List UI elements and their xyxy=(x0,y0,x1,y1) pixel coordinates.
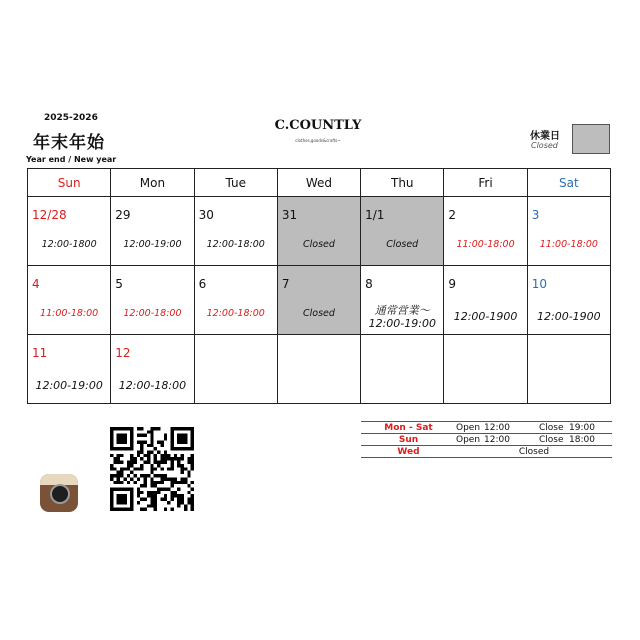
calendar-day xyxy=(28,335,111,404)
year-range: 2025-2026 xyxy=(44,113,98,123)
calendar-day xyxy=(361,335,444,404)
hours-text: 12:00-18:00 xyxy=(206,308,265,319)
closed-legend-swatch xyxy=(572,124,610,154)
weekday-sat: Sat xyxy=(527,169,610,197)
calendar-week xyxy=(28,266,611,335)
calendar-day xyxy=(444,197,527,266)
close-label: Close xyxy=(539,422,569,434)
calendar-day xyxy=(527,335,610,404)
calendar-day xyxy=(277,266,360,335)
brand-logo: C.COUNTLY xyxy=(274,118,362,133)
day-number: 7 xyxy=(281,277,290,291)
opening-hours xyxy=(528,239,610,250)
calendar-day xyxy=(28,197,111,266)
business-hours-table xyxy=(361,421,612,458)
hours-text: 12:00-18:00 xyxy=(118,379,187,392)
opening-hours xyxy=(195,308,277,319)
day-number: 9 xyxy=(448,277,457,291)
weekday-mon: Mon xyxy=(111,169,194,197)
weekday-tue: Tue xyxy=(194,169,277,197)
calendar-week xyxy=(28,197,611,266)
day-number: 31 xyxy=(281,208,298,222)
day-number: 8 xyxy=(365,277,373,291)
day-number: 5 xyxy=(115,277,123,291)
qr-code[interactable] xyxy=(110,427,194,511)
day-number: 11 xyxy=(32,346,48,360)
day-number: 12 xyxy=(115,346,131,360)
page-title: 年末年始 xyxy=(33,133,105,153)
hours-text: 12:00-18:00 xyxy=(123,308,182,319)
calendar-day xyxy=(277,335,360,404)
hours-text: 12:00-19:00 xyxy=(123,239,182,250)
closed-text: Closed xyxy=(456,446,612,458)
day-number: 4 xyxy=(32,277,40,291)
calendar-day xyxy=(361,266,444,335)
opening-hours xyxy=(111,379,193,392)
calendar-day xyxy=(194,197,277,266)
hours-row xyxy=(361,446,612,458)
hours-text: 12:00-18:00 xyxy=(206,239,265,250)
calendar-day xyxy=(277,197,360,266)
open-label: Open xyxy=(456,434,484,446)
day-number: 2 xyxy=(448,208,457,222)
hours-text: 11:00-18:00 xyxy=(539,239,598,250)
day-number: 29 xyxy=(115,208,131,222)
calendar-day xyxy=(444,335,527,404)
calendar-day xyxy=(194,335,277,404)
open-time: 12:00 xyxy=(484,422,539,434)
closed-label xyxy=(278,308,360,319)
hours-text: 11:00-18:00 xyxy=(456,239,515,250)
calendar-day xyxy=(111,266,194,335)
hours-text: Closed xyxy=(386,239,419,250)
hours-text: 12:00-1900 xyxy=(453,310,518,323)
calendar-day xyxy=(527,197,610,266)
closed-label xyxy=(278,239,360,250)
page-subtitle: Year end / New year xyxy=(26,155,117,164)
legend-sublabel: Closed xyxy=(531,141,558,150)
hours-text: Closed xyxy=(303,239,335,250)
calendar-day xyxy=(444,266,527,335)
opening-hours xyxy=(195,239,277,250)
close-time: 19:00 xyxy=(569,422,612,434)
legend-label: 休業日 xyxy=(530,131,560,142)
hours-days: Mon - Sat xyxy=(361,422,456,434)
open-label: Open xyxy=(456,422,484,434)
opening-hours xyxy=(444,310,526,323)
opening-hours xyxy=(361,304,443,330)
close-time: 18:00 xyxy=(569,434,612,446)
hours-text: 12:00-19:00 xyxy=(368,317,436,330)
calendar-day xyxy=(194,266,277,335)
calendar-day xyxy=(111,335,194,404)
calendar-day xyxy=(111,197,194,266)
instagram-icon[interactable] xyxy=(40,474,78,512)
opening-hours xyxy=(111,239,193,250)
weekday-wed: Wed xyxy=(277,169,360,197)
calendar-day xyxy=(361,197,444,266)
hours-days: Wed xyxy=(361,446,456,458)
hours-days: Sun xyxy=(361,434,456,446)
weekday-fri: Fri xyxy=(444,169,527,197)
opening-hours xyxy=(28,379,110,392)
hours-text: 通常営業～ xyxy=(374,304,430,317)
hours-text: 12:00-19:00 xyxy=(35,379,103,392)
weekday-sun: Sun xyxy=(28,169,111,197)
hours-text: 12:00-1800 xyxy=(41,239,97,250)
close-label: Close xyxy=(539,434,569,446)
day-number: 12/28 xyxy=(32,208,67,222)
day-number: 3 xyxy=(531,208,540,222)
opening-hours xyxy=(444,239,526,250)
day-number: 30 xyxy=(198,208,214,222)
weekday-header-row xyxy=(28,169,611,197)
calendar xyxy=(27,168,611,404)
calendar-day xyxy=(28,266,111,335)
opening-hours xyxy=(28,239,110,250)
brand-tagline: clothes,goods&crafts~ xyxy=(295,138,341,143)
hours-row xyxy=(361,422,612,434)
day-number: 10 xyxy=(531,277,547,291)
hours-text: 12:00-1900 xyxy=(537,310,601,323)
calendar-day xyxy=(527,266,610,335)
calendar-week xyxy=(28,335,611,404)
opening-hours xyxy=(28,308,110,319)
hours-text: Closed xyxy=(303,308,335,319)
open-time: 12:00 xyxy=(484,434,539,446)
hours-text: 11:00-18:00 xyxy=(40,308,99,319)
weekday-thu: Thu xyxy=(361,169,444,197)
day-number: 1/1 xyxy=(365,208,385,222)
closed-label xyxy=(361,239,443,250)
hours-row xyxy=(361,434,612,446)
opening-hours xyxy=(111,308,193,319)
opening-hours xyxy=(528,310,610,323)
day-number: 6 xyxy=(198,277,207,291)
